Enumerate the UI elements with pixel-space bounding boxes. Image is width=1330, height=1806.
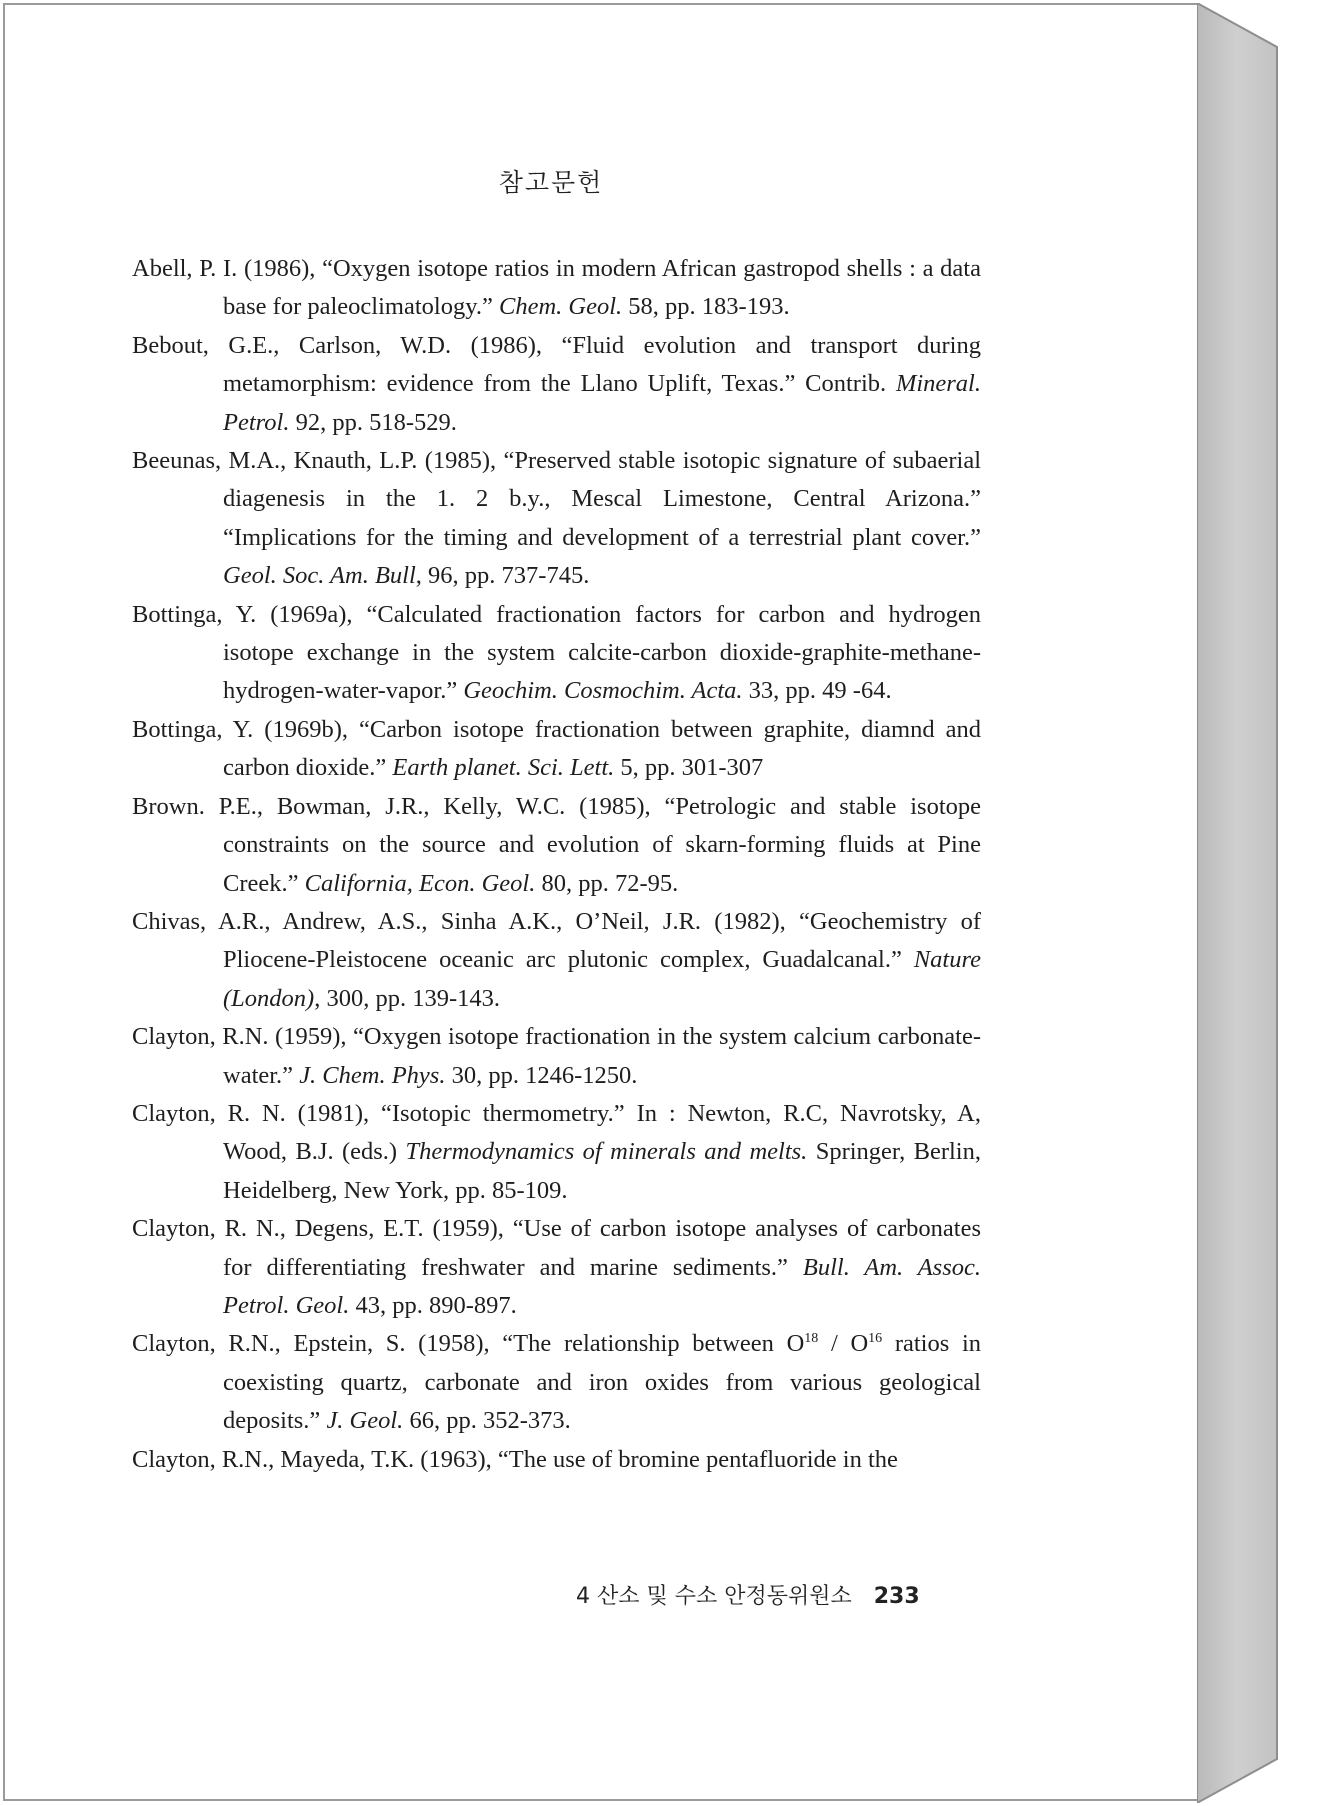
- reference-entry: Bottinga, Y. (1969b), “Carbon isotope fractionation between graphite, diamnd and carbon dioxide.” Earth planet. Sci. Lett. 5, pp. 301-307: [132, 715, 981, 782]
- chapter-title: 4 산소 및 수소 안정동위원소: [576, 1584, 852, 1609]
- journal-name: J. Geol.: [326, 1407, 404, 1435]
- reference-entry: Clayton, R. N. (1981), “Isotopic thermometry.” In : Newton, R.C, Navrotsky, A, Wood, B.J. (eds.) Thermodynamics of minerals and melts. Springer, Berlin, Heidelberg, New York, pp. 85-109.: [132, 1099, 981, 1204]
- reference-entry: Beeunas, M.A., Knauth, L.P. (1985), “Preserved stable isotopic signature of subaerial diagenesis in the 1. 2 b.y., Mescal Limestone, Central Arizona.” “Implications for the timing and development of a terrestrial plant cover.” Geol. Soc. Am. Bull, 96, pp. 737-745.: [132, 447, 981, 590]
- journal-name: Chem. Geol.: [498, 293, 623, 321]
- book-page-stack: [1197, 3, 1327, 1803]
- page-footer: [576, 1579, 920, 1610]
- reference-entry: Chivas, A.R., Andrew, A.S., Sinha A.K., O’Neil, J.R. (1982), “Geochemistry of Pliocene-Pleistocene oceanic arc plutonic complex, Guadalcanal.” Nature (London), 300, pp. 139-143.: [132, 907, 981, 1012]
- page-title: 참고문헌: [498, 168, 604, 197]
- reference-list: [132, 250, 981, 1479]
- journal-name: Mineral. Petrol.: [223, 370, 981, 436]
- journal-name: Earth planet. Sci. Lett.: [392, 754, 615, 782]
- reference-entry: Clayton, R.N., Epstein, S. (1958), “The relationship between $O^{18} / O^{16}$ ratios in coexisting quartz, carbonate and iron oxides from various geological deposits.” J. Geol. 66, pp. 352-373.: [132, 1330, 981, 1435]
- reference-entry: Bottinga, Y. (1969a), “Calculated fractionation factors for carbon and hydrogen isotope exchange in the system calcite-carbon dioxide-graphite-methane-hydrogen-water-vapor.” Geochim. Cosmochim. Acta. 33, pp. 49 -64.: [132, 600, 981, 705]
- reference-entry: Clayton, R.N. (1959), “Oxygen isotope fractionation in the system calcium carbonate-water.” J. Chem. Phys. 30, pp. 1246-1250.: [132, 1023, 981, 1089]
- book-page: [3, 3, 1199, 1801]
- reference-entry: Brown. P.E., Bowman, J.R., Kelly, W.C. (1985), “Petrologic and stable isotope constraints on the source and evolution of skarn-forming fluids at Pine Creek.” California, Econ. Geol. 80, pp. 72-95.: [132, 792, 981, 897]
- reference-entry: Bebout, G.E., Carlson, W.D. (1986), “Fluid evolution and transport during metamorphism: evidence from the Llano Uplift, Texas.” Contrib. Mineral. Petrol. 92, pp. 518-529.: [132, 331, 981, 436]
- journal-name: Geochim. Cosmochim. Acta.: [463, 677, 743, 705]
- journal-name: California, Econ. Geol.: [304, 869, 536, 897]
- journal-name: Geol. Soc. Am. Bull: [223, 562, 416, 590]
- reference-entry: Clayton, R.N., Mayeda, T.K. (1963), “The use of bromine pentafluoride in the: [132, 1445, 898, 1473]
- journal-name: Bull. Am. Assoc. Petrol. Geol.: [223, 1253, 981, 1319]
- reference-entry: Abell, P. I. (1986), “Oxygen isotope ratios in modern African gastropod shells : a data base for paleoclimatology.” Chem. Geol. 58, pp. 183-193.: [132, 255, 981, 321]
- reference-entry: Clayton, R. N., Degens, E.T. (1959), “Use of carbon isotope analyses of carbonates for differentiating freshwater and marine sediments.” Bull. Am. Assoc. Petrol. Geol. 43, pp. 890-897.: [132, 1215, 981, 1319]
- journal-name: Nature (London): [223, 946, 981, 1012]
- page-number: 233: [873, 1584, 920, 1609]
- journal-name: Thermodynamics of minerals and melts.: [405, 1138, 808, 1166]
- journal-name: J. Chem. Phys.: [299, 1061, 446, 1089]
